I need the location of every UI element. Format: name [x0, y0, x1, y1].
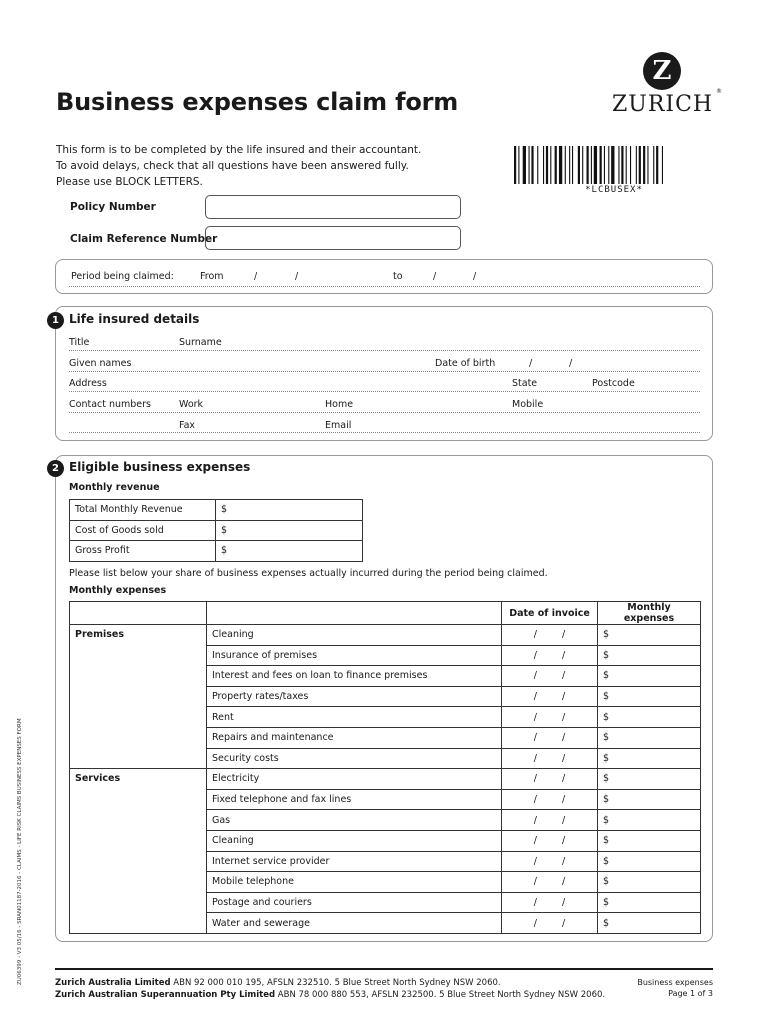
table-row [70, 541, 363, 562]
invoice-date-input[interactable]: / / [502, 727, 598, 748]
monthly-expense-input[interactable]: $ [598, 810, 701, 831]
expense-category: Premises [70, 625, 207, 769]
expense-item: Rent [207, 707, 502, 728]
invoice-date-input[interactable]: / / [502, 748, 598, 769]
document-name: Business expenses [637, 978, 713, 987]
policy-number-input[interactable] [205, 195, 461, 219]
table-header-row [70, 602, 701, 625]
expense-item: Internet service provider [207, 851, 502, 872]
expense-item: Postage and couriers [207, 892, 502, 913]
claim-reference-label: Claim Reference Number [70, 233, 218, 245]
period-from-label: From [200, 271, 224, 282]
expense-item: Insurance of premises [207, 645, 502, 666]
invoice-date-input[interactable]: / / [502, 851, 598, 872]
postcode-label: Postcode [592, 378, 635, 389]
revenue-value-input[interactable]: $ [216, 520, 363, 541]
brand-name: ZURICH [612, 92, 714, 117]
period-to-slash-2: / [473, 271, 477, 282]
section-2-title: Eligible business expenses [69, 460, 251, 474]
header-item [207, 602, 502, 625]
zurich-z-icon: Z [643, 52, 681, 90]
fax-label: Fax [179, 420, 196, 431]
expense-item: Fixed telephone and fax lines [207, 789, 502, 810]
email-label: Email [325, 420, 352, 431]
expense-category: Services [70, 769, 207, 934]
given-names-label: Given names [69, 358, 132, 369]
intro-text: This form is to be completed by the life insured and their accountant. To avoid delays, check that all questions have been answered fully. Please use BLOCK LETTERS. [56, 144, 422, 188]
monthly-expense-input[interactable]: $ [598, 769, 701, 790]
footer-company-info: Zurich Australia Limited ABN 92 000 010 195, AFSLN 232510. 5 Blue Street North Sydney NSW 2060. Zurich Australian Superannuation Pty Limited ABN 78 000 880 553, AFSLN 232500. 5 Blue Street North Sydney NSW 2060. [55, 978, 606, 1000]
monthly-expense-input[interactable]: $ [598, 892, 701, 913]
period-to-slash-1: / [433, 271, 437, 282]
expense-item: Repairs and maintenance [207, 727, 502, 748]
policy-number-label: Policy Number [70, 201, 156, 213]
invoice-date-input[interactable]: / / [502, 789, 598, 810]
invoice-date-input[interactable]: / / [502, 625, 598, 646]
monthly-expense-input[interactable]: $ [598, 851, 701, 872]
barcode-icon [514, 146, 714, 184]
monthly-expenses-title: Monthly expenses [69, 585, 167, 596]
life-insured-panel [55, 306, 713, 441]
monthly-expenses-table [69, 601, 701, 934]
section-2-badge: 2 [47, 460, 64, 477]
monthly-expense-input[interactable]: $ [598, 913, 701, 934]
expense-item: Cleaning [207, 625, 502, 646]
invoice-date-input[interactable]: / / [502, 872, 598, 893]
monthly-expense-input[interactable]: $ [598, 666, 701, 687]
mobile-label: Mobile [512, 399, 544, 410]
address-input-line[interactable] [69, 391, 700, 392]
zurich-logo [612, 52, 722, 118]
table-row [70, 769, 701, 790]
revenue-label: Gross Profit [70, 541, 216, 562]
invoice-date-input[interactable]: / / [502, 769, 598, 790]
table-row [70, 625, 701, 646]
expense-item: Cleaning [207, 830, 502, 851]
invoice-date-input[interactable]: / / [502, 686, 598, 707]
registered-mark: ® [716, 88, 722, 95]
period-from-slash-1: / [254, 271, 258, 282]
fax-email-input-line[interactable] [69, 432, 700, 433]
invoice-date-input[interactable]: / / [502, 810, 598, 831]
page-title: Business expenses claim form [56, 88, 459, 116]
expense-item: Electricity [207, 769, 502, 790]
dob-label: Date of birth [435, 358, 496, 369]
period-input-line[interactable] [69, 286, 700, 287]
claim-reference-input[interactable] [205, 226, 461, 250]
monthly-revenue-title: Monthly revenue [69, 482, 160, 493]
footer-page-info [637, 977, 713, 999]
table-row [70, 520, 363, 541]
invoice-date-input[interactable]: / / [502, 666, 598, 687]
invoice-date-input[interactable]: / / [502, 913, 598, 934]
period-to-label: to [393, 271, 403, 282]
dob-slash-1: / [529, 358, 533, 369]
monthly-expense-input[interactable]: $ [598, 645, 701, 666]
expenses-instruction: Please list below your share of business expenses actually incurred during the period being claimed. [69, 568, 548, 579]
monthly-expense-input[interactable]: $ [598, 748, 701, 769]
dob-slash-2: / [569, 358, 573, 369]
expense-item: Property rates/taxes [207, 686, 502, 707]
invoice-date-input[interactable]: / / [502, 892, 598, 913]
section-1-title: Life insured details [69, 312, 200, 326]
contact-input-line[interactable] [69, 412, 700, 413]
expense-item: Interest and fees on loan to finance premises [207, 666, 502, 687]
period-label: Period being claimed: [71, 271, 174, 282]
section-1-badge: 1 [47, 312, 64, 329]
period-from-slash-2: / [295, 271, 299, 282]
contact-numbers-label: Contact numbers [69, 399, 152, 410]
monthly-expense-input[interactable]: $ [598, 625, 701, 646]
header-category [70, 602, 207, 625]
expense-item: Water and sewerage [207, 913, 502, 934]
monthly-expense-input[interactable]: $ [598, 789, 701, 810]
header-monthly-expenses: Monthly expenses [598, 602, 701, 625]
monthly-expense-input[interactable]: $ [598, 727, 701, 748]
work-label: Work [179, 399, 204, 410]
revenue-value-input[interactable]: $ [216, 541, 363, 562]
state-label: State [512, 378, 538, 389]
revenue-value-input[interactable]: $ [216, 500, 363, 521]
expense-item: Mobile telephone [207, 872, 502, 893]
surname-label: Surname [179, 337, 222, 348]
page-number: Page 1 of 3 [668, 989, 713, 998]
monthly-expense-input[interactable]: $ [598, 872, 701, 893]
address-label: Address [69, 378, 107, 389]
footer-divider [55, 968, 713, 970]
barcode-text: *LCBUSEX* [585, 185, 643, 195]
expense-item: Security costs [207, 748, 502, 769]
invoice-date-input[interactable]: / / [502, 645, 598, 666]
header-date-of-invoice: Date of invoice [502, 602, 598, 625]
side-document-code: ZU06399 - V3 05/16 - SRAN01187-2016 - CLAIMS - LIFE RISK CLAIMS BUSINESS EXPENSES FORM [17, 718, 23, 985]
monthly-expense-input[interactable]: $ [598, 686, 701, 707]
expense-item: Gas [207, 810, 502, 831]
monthly-revenue-table [69, 499, 363, 562]
given-names-input-line[interactable] [69, 371, 700, 372]
revenue-label: Cost of Goods sold [70, 520, 216, 541]
name-input-line[interactable] [69, 350, 700, 351]
invoice-date-input[interactable]: / / [502, 830, 598, 851]
table-row [70, 500, 363, 521]
monthly-expense-input[interactable]: $ [598, 830, 701, 851]
home-label: Home [325, 399, 354, 410]
monthly-expense-input[interactable]: $ [598, 707, 701, 728]
invoice-date-input[interactable]: / / [502, 707, 598, 728]
revenue-label: Total Monthly Revenue [70, 500, 216, 521]
title-label: Title [69, 337, 90, 348]
